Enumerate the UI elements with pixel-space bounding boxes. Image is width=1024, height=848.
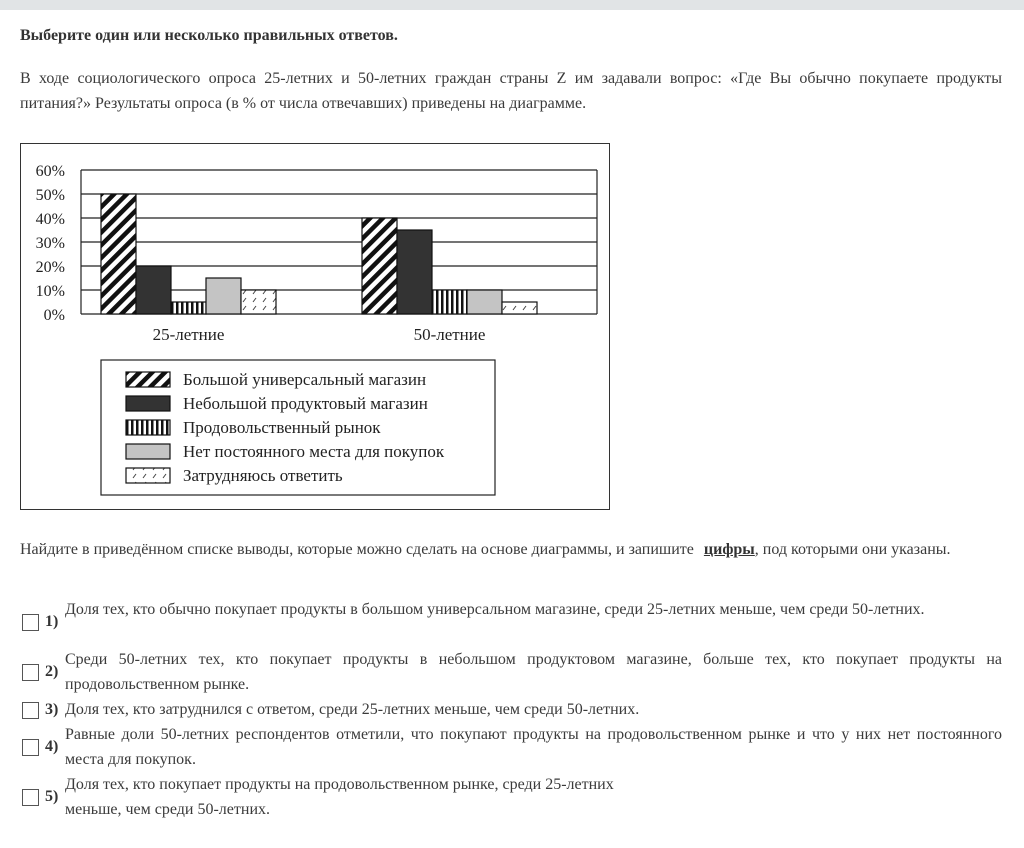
- y-tick-label: 40%: [35, 211, 65, 228]
- bar: [136, 266, 171, 314]
- option-2-checkbox[interactable]: [22, 664, 39, 681]
- task-text: [20, 537, 1002, 562]
- bar: [397, 230, 432, 314]
- option-1-text: Доля тех, кто обычно покупает продукты в большом универсальном магазине, среди 25-летних меньше, чем среди 50-летних.: [65, 601, 925, 618]
- option-2-number: 2): [45, 663, 59, 680]
- top-bar: [0, 0, 1024, 10]
- answer-option-2[interactable]: [20, 647, 1002, 697]
- task-text-before: Найдите в приведённом списке выводы, которые можно сделать на основе диаграммы, и запишите: [20, 541, 698, 558]
- y-tick-label: 50%: [35, 187, 65, 204]
- bar: [362, 218, 397, 314]
- option-2-text: Среди 50-летних тех, кто покупает продукты в небольшом продуктовом магазине, больше тех, кто покупает продукты на продовольственном рынке.: [65, 651, 1002, 693]
- option-3-text: Доля тех, кто затруднился с ответом, среди 25-летних меньше, чем среди 50-летних.: [65, 701, 640, 718]
- question-intro: В ходе социологического опроса 25-летних и 50-летних граждан страны Z им задавали вопрос: «Где Вы обычно покупаете продукты питания?» Результаты опроса (в % от числа отвечавших) приведены на диаграмме.: [20, 70, 1002, 112]
- answer-option-5[interactable]: [20, 772, 1002, 822]
- legend-swatch: [126, 420, 170, 435]
- legend-label: Небольшой продуктовый магазин: [183, 394, 428, 413]
- y-tick-label: 30%: [35, 235, 65, 252]
- option-1-number: 1): [45, 613, 59, 630]
- bar: [432, 290, 467, 314]
- legend-label: Продовольственный рынок: [183, 418, 381, 437]
- legend-label: Затрудняюсь ответить: [183, 466, 343, 485]
- y-tick-label: 20%: [35, 259, 65, 276]
- bar: [206, 278, 241, 314]
- option-4-number: 4): [45, 738, 59, 755]
- option-1-checkbox[interactable]: [22, 614, 39, 631]
- answer-option-3[interactable]: [20, 697, 1002, 722]
- answer-option-4[interactable]: [20, 722, 1002, 772]
- x-tick-label: 25-летние: [152, 325, 225, 344]
- y-tick-label: 0%: [43, 307, 65, 324]
- legend-swatch: [126, 396, 170, 411]
- task-text-after: , под которыми они указаны.: [754, 541, 951, 558]
- x-tick-label: 50-летние: [413, 325, 486, 344]
- option-5-checkbox[interactable]: [22, 789, 39, 806]
- bar: [101, 194, 136, 314]
- y-tick-label: 10%: [35, 283, 65, 300]
- task-emphasis: цифры: [703, 541, 755, 558]
- legend-swatch: [126, 444, 170, 459]
- option-3-checkbox[interactable]: [22, 702, 39, 719]
- legend-swatch: [126, 372, 170, 387]
- bar: [241, 290, 276, 314]
- option-3-number: 3): [45, 701, 59, 718]
- bar: [502, 302, 537, 314]
- bar: [467, 290, 502, 314]
- bar-chart: [21, 144, 611, 511]
- legend-swatch: [126, 468, 170, 483]
- option-4-checkbox[interactable]: [22, 739, 39, 756]
- legend-label: Нет постоянного места для покупок: [183, 442, 445, 461]
- instruction-heading: Выберите один или несколько правильных ответов.: [20, 27, 398, 44]
- answer-option-1[interactable]: [20, 597, 1002, 647]
- bar: [171, 302, 206, 314]
- chart-container: [20, 143, 610, 510]
- legend-label: Большой универсальный магазин: [183, 370, 427, 389]
- option-4-text: Равные доли 50-летних респондентов отметили, что покупают продукты на продовольственном рынке и что у них нет постоянного места для покупок.: [65, 726, 1002, 768]
- y-tick-label: 60%: [35, 163, 65, 180]
- option-5-text: Доля тех, кто покупает продукты на продовольственном рынке, среди 25-летних меньше, чем среди 50-летних.: [65, 776, 614, 818]
- option-5-number: 5): [45, 788, 59, 805]
